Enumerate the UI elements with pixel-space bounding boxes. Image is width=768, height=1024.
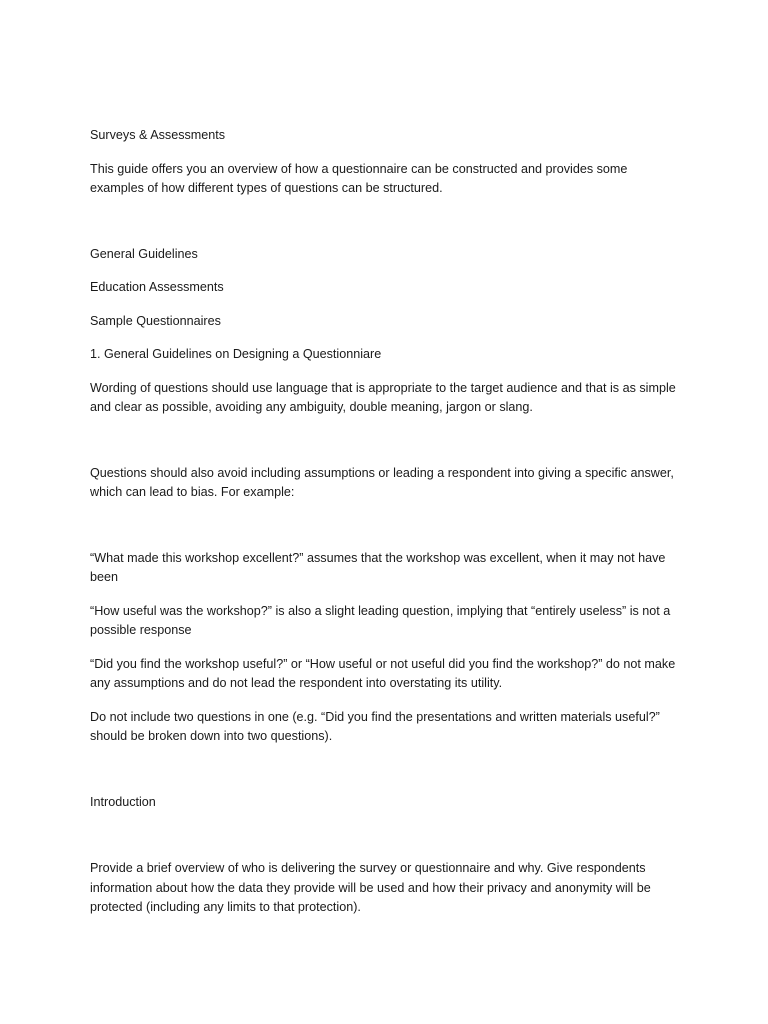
toc-item-sample-questionnaires: Sample Questionnaires <box>90 313 221 328</box>
toc-item-general-guidelines: General Guidelines <box>90 246 198 261</box>
document-body <box>90 126 682 932</box>
intro-paragraph: This guide offers you an overview of how a questionnaire can be constructed and provides some examples of how different types of questions can be structured. <box>90 161 628 195</box>
toc-item-education-assessments: Education Assessments <box>90 280 224 294</box>
two-questions-paragraph: Do not include two questions in one (e.g. “Did you find the presentations and written materials useful?” should be broken down into two questions). <box>90 709 660 743</box>
wording-paragraph: Wording of questions should use language that is appropriate to the target audience and that is as simple and clear as possible, avoiding any ambiguity, double meaning, jargon or slang. <box>90 380 676 414</box>
example-neutral: “Did you find the workshop useful?” or “How useful or not useful did you find the workshop?” do not make any assumptions and do not lead the respondent into overstating its utility. <box>90 656 676 690</box>
overview-paragraph: Provide a brief overview of who is delivering the survey or questionnaire and why. Give respondents information about how the data they provide will be used and how their privacy and anonymity will be protected (including any limits to that protection). <box>90 861 651 914</box>
example-excellent: “What made this workshop excellent?” assumes that the workshop was excellent, when it may not have been <box>90 550 666 584</box>
section-heading-general-guidelines: 1. General Guidelines on Designing a Questionniare <box>90 347 382 361</box>
example-useful: “How useful was the workshop?” is also a slight leading question, implying that “entirely useless” is not a possible response <box>90 603 671 637</box>
document-title: Surveys & Assessments <box>90 128 226 142</box>
introduction-heading: Introduction <box>90 794 156 809</box>
assumptions-paragraph: Questions should also avoid including assumptions or leading a respondent into giving a specific answer, which can lead to bias. For example: <box>90 465 674 499</box>
